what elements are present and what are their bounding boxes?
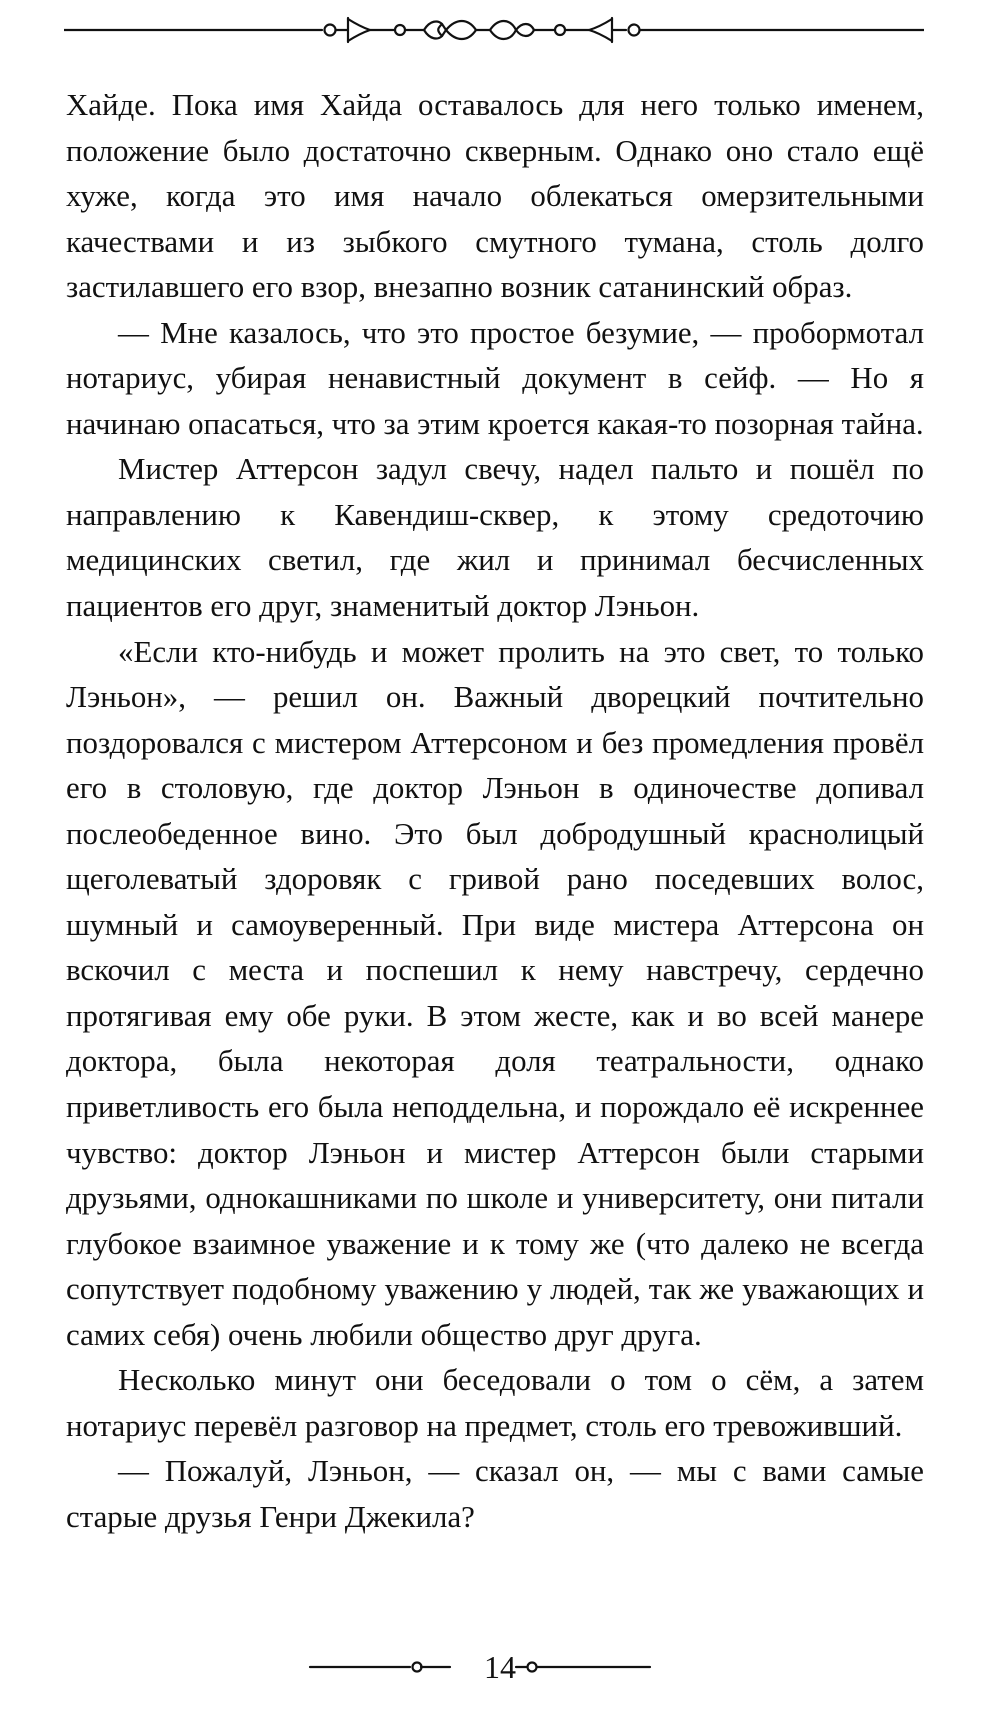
body-text <box>66 82 924 1540</box>
paragraph: Хайде. Пока имя Хайда оставалось для него только именем, положение было достаточно скверным. Однако оно стало ещё хуже, когда это имя начало облекаться омерзительными качествами и из зыбкого смутного тумана, столь долго застилавшего его взор, внезапно возник сатанинский образ. <box>66 87 924 305</box>
paragraph: Мистер Аттерсон задул свечу, надел пальто и пошёл по направлению к Кавендиш-сквер, к этому средоточию медицинских светил, где жил и принимал бесчисленных пациентов его друг, знаменитый доктор Лэньон. <box>66 451 924 624</box>
page-footer <box>300 1645 700 1689</box>
paragraph: — Пожалуй, Лэньон, — сказал он, — мы с вами самые старые друзья Генри Джекила? <box>66 1453 924 1534</box>
page-number: 14 <box>484 1649 516 1685</box>
paragraph: Несколько минут они беседовали о том о сём, а затем нотариус перевёл разговор на предмет, столь его тревоживший. <box>66 1362 924 1443</box>
paragraph: «Если кто-нибудь и может пролить на это свет, то только Лэньон», — решил он. Важный дворецкий почтительно поздоровался с мистером Аттерсоном и без промедления провёл его в столовую, где доктор Лэньон в одиночестве допивал послеобеденное вино. Это был добродушный краснолицый щеголеватый здоровяк с гривой рано поседевших волос, шумный и самоуверенный. При виде мистера Аттерсона он вскочил с места и поспешил к нему навстречу, сердечно протягивая ему обе руки. В этом жесте, как и во всей манере доктора, была некоторая доля театральности, однако приветливость его была неподдельна, и порождало её искреннее чувство: доктор Лэньон и мистер Аттерсон были старыми друзьями, однокашниками по школе и университету, они питали глубокое взаимное уважение и к тому же (что далеко не всегда сопутствует подобному уважению у людей, так же уважающих и самих себя) очень любили общество друг друга. <box>66 633 924 1352</box>
paragraph: — Мне казалось, что это простое безумие, — пробормотал нотариус, убирая ненавистный документ в сейф. — Но я начинаю опасаться, что за этим кроется какая-то позорная тайна. <box>66 314 924 441</box>
header-ornament <box>64 10 924 50</box>
